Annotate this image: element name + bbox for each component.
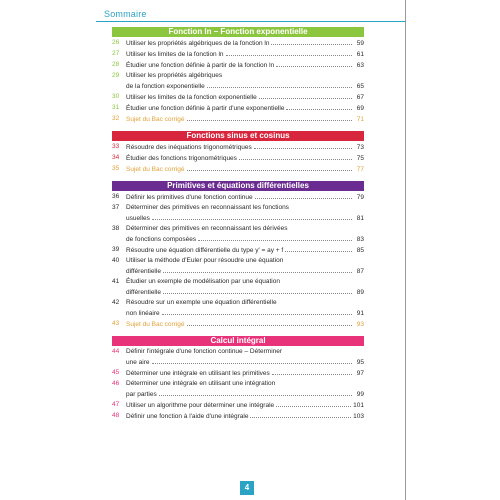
page-edge (405, 0, 406, 500)
toc-entry-corrige[interactable] (112, 114, 364, 125)
toc-entry-corrige[interactable] (112, 164, 364, 175)
dot-leader (163, 287, 352, 294)
toc-section (112, 131, 364, 175)
sommaire-heading: Sommaire (104, 9, 147, 19)
toc-entry[interactable] (112, 411, 364, 422)
dot-leader (285, 245, 352, 252)
dot-leader (187, 114, 352, 121)
entry-title-line: Définir les primitives d'une fonction continue (126, 194, 253, 201)
entry-number: 29 (112, 72, 120, 79)
toc-entry[interactable] (112, 49, 364, 60)
entry-number: 27 (112, 50, 120, 57)
entry-title-line: Utiliser les limites de la fonction ln (126, 51, 224, 58)
entry-page-number: 67 (356, 94, 364, 101)
toc-entry[interactable] (112, 298, 364, 319)
entry-number: 38 (112, 225, 120, 232)
entry-page-number: 79 (356, 194, 364, 201)
entry-title-line: Déterminer des primitives en reconnaissant les fonctions (126, 204, 289, 211)
entry-number: 31 (112, 104, 120, 111)
entry-page-number: 75 (356, 155, 364, 162)
entry-title-line: Déterminer une intégrale en utilisant une intégration (126, 380, 276, 387)
entry-title-line: une aire (126, 359, 150, 366)
entry-title-line: Déterminer des primitives en reconnaissant les dérivées (126, 225, 288, 232)
entry-title-line: Résoudre des inéquations trigonométriques (126, 144, 252, 151)
entry-number: 47 (112, 401, 120, 408)
entry-title-line: Utiliser les propriétés algébriques de la fonction ln (126, 40, 270, 47)
entry-page-number: 65 (356, 83, 364, 90)
entry-number: 48 (112, 412, 120, 419)
entry-number: 35 (112, 165, 120, 172)
dot-leader (255, 192, 352, 199)
entry-title-line: Utiliser un algorithme pour déterminer une intégrale (126, 402, 275, 409)
toc-entry[interactable] (112, 92, 364, 103)
toc-entry[interactable] (112, 368, 364, 379)
entry-page-number: 77 (356, 166, 364, 173)
entry-title-line: Résoudre une équation différentielle du type y′ = ay + f (126, 247, 284, 254)
section-title-band: Calcul intégral (112, 336, 364, 346)
table-of-contents (112, 27, 364, 428)
entry-page-number: 87 (356, 268, 364, 275)
entry-title-line: Étudier un exemple de modélisation par une équation (126, 278, 280, 285)
entry-number: 46 (112, 380, 120, 387)
entry-number: 45 (112, 369, 120, 376)
dot-leader (271, 38, 352, 45)
entry-page-number: 69 (356, 105, 364, 112)
entry-number: 32 (112, 115, 120, 122)
entry-title-line: Utiliser la méthode d'Euler pour résoudre une équation (126, 257, 284, 264)
entry-page-number: 101 (353, 402, 364, 409)
entry-page-number: 99 (356, 391, 364, 398)
section-title-band: Fonction ln – Fonction exponentielle (112, 27, 364, 37)
entry-number: 36 (112, 193, 120, 200)
dot-leader (198, 234, 352, 241)
toc-entry[interactable] (112, 224, 364, 245)
dot-leader (250, 411, 351, 418)
toc-entry[interactable] (112, 400, 364, 411)
dot-leader (286, 103, 352, 110)
page-number-badge: 4 (240, 481, 254, 495)
entry-number: 28 (112, 61, 120, 68)
entry-page-number: 71 (356, 116, 364, 123)
entry-number: 30 (112, 93, 120, 100)
toc-entry[interactable] (112, 203, 364, 224)
dot-leader (159, 389, 352, 396)
entry-title-line: Résoudre sur un exemple une équation différentielle (126, 299, 277, 306)
entry-page-number: 73 (356, 144, 364, 151)
entry-page-number: 91 (356, 310, 364, 317)
entry-title-line: Utiliser les limites de la fonction exponentielle (126, 94, 257, 101)
toc-section (112, 181, 364, 330)
entry-title-line: Utiliser les propriétés algébriques (126, 72, 223, 79)
toc-entry[interactable] (112, 192, 364, 203)
toc-entry[interactable] (112, 245, 364, 256)
toc-entry[interactable] (112, 103, 364, 114)
entry-page-number: 89 (356, 289, 364, 296)
entry-title-line: différentielle (126, 289, 161, 296)
entry-title-line: Sujet du Bac corrigé (126, 116, 185, 123)
entry-title-line: Déterminer une intégrale en utilisant les primitives (126, 370, 270, 377)
entry-title-line: Définir une fonction à l'aide d'une intégrale (126, 413, 249, 420)
dot-leader (276, 60, 352, 67)
entry-page-number: 95 (356, 359, 364, 366)
dot-leader (207, 81, 352, 88)
dot-leader (239, 153, 352, 160)
toc-entry[interactable] (112, 256, 364, 277)
entry-page-number: 63 (356, 62, 364, 69)
entry-title-line: Étudier une fonction définie à partir de la fonction ln (126, 62, 275, 69)
entry-title-line: usuelles (126, 215, 150, 222)
section-title-band: Primitives et équations différentielles (112, 181, 364, 191)
dot-leader (272, 368, 352, 375)
entry-number: 44 (112, 348, 120, 355)
dot-leader (162, 308, 352, 315)
dot-leader (254, 142, 352, 149)
dot-leader (187, 164, 352, 171)
toc-entry-corrige[interactable] (112, 319, 364, 330)
dot-leader (259, 92, 352, 99)
entry-number: 33 (112, 143, 120, 150)
entry-page-number: 59 (356, 40, 364, 47)
entry-page-number: 83 (356, 236, 364, 243)
toc-entry[interactable] (112, 277, 364, 298)
dot-leader (226, 49, 352, 56)
entry-title-line: Étudier une fonction définie à partir d'une exponentielle (126, 105, 285, 112)
entry-number: 40 (112, 257, 120, 264)
entry-title-line: Étudier des fonctions trigonométriques (126, 155, 237, 162)
entry-title-line: Sujet du Bac corrigé (126, 321, 185, 328)
entry-number: 42 (112, 299, 120, 306)
entry-page-number: 103 (353, 413, 364, 420)
dot-leader (163, 266, 352, 273)
dot-leader (152, 357, 353, 364)
entry-number: 26 (112, 39, 120, 46)
entry-page-number: 97 (356, 370, 364, 377)
toc-entry[interactable] (112, 38, 364, 49)
toc-section (112, 336, 364, 422)
entry-title-line: Définir l'intégrale d'une fonction continue – Déterminer (126, 348, 283, 355)
toc-entry[interactable] (112, 60, 364, 71)
section-title-band: Fonctions sinus et cosinus (112, 131, 364, 141)
entry-title-line: par parties (126, 391, 157, 398)
dot-leader (276, 400, 351, 407)
toc-entry[interactable] (112, 142, 364, 153)
entry-title-line: différentielle (126, 268, 161, 275)
entry-number: 43 (112, 320, 120, 327)
header-rule (96, 21, 406, 22)
entry-number: 34 (112, 154, 120, 161)
entry-page-number: 81 (356, 215, 364, 222)
toc-section (112, 27, 364, 125)
dot-leader (152, 213, 352, 220)
entry-page-number: 93 (356, 321, 364, 328)
entry-number: 41 (112, 278, 120, 285)
entry-title-line: Sujet du Bac corrigé (126, 166, 185, 173)
entry-number: 37 (112, 204, 120, 211)
entry-number: 39 (112, 246, 120, 253)
toc-entry[interactable] (112, 71, 364, 92)
toc-entry[interactable] (112, 379, 364, 400)
entry-title-line: non linéaire (126, 310, 160, 317)
entry-page-number: 85 (356, 247, 364, 254)
entry-title-line: de la fonction exponentielle (126, 83, 205, 90)
toc-entry[interactable] (112, 153, 364, 164)
toc-entry[interactable] (112, 347, 364, 368)
dot-leader (187, 319, 352, 326)
entry-title-line: de fonctions composées (126, 236, 197, 243)
entry-page-number: 61 (356, 51, 364, 58)
